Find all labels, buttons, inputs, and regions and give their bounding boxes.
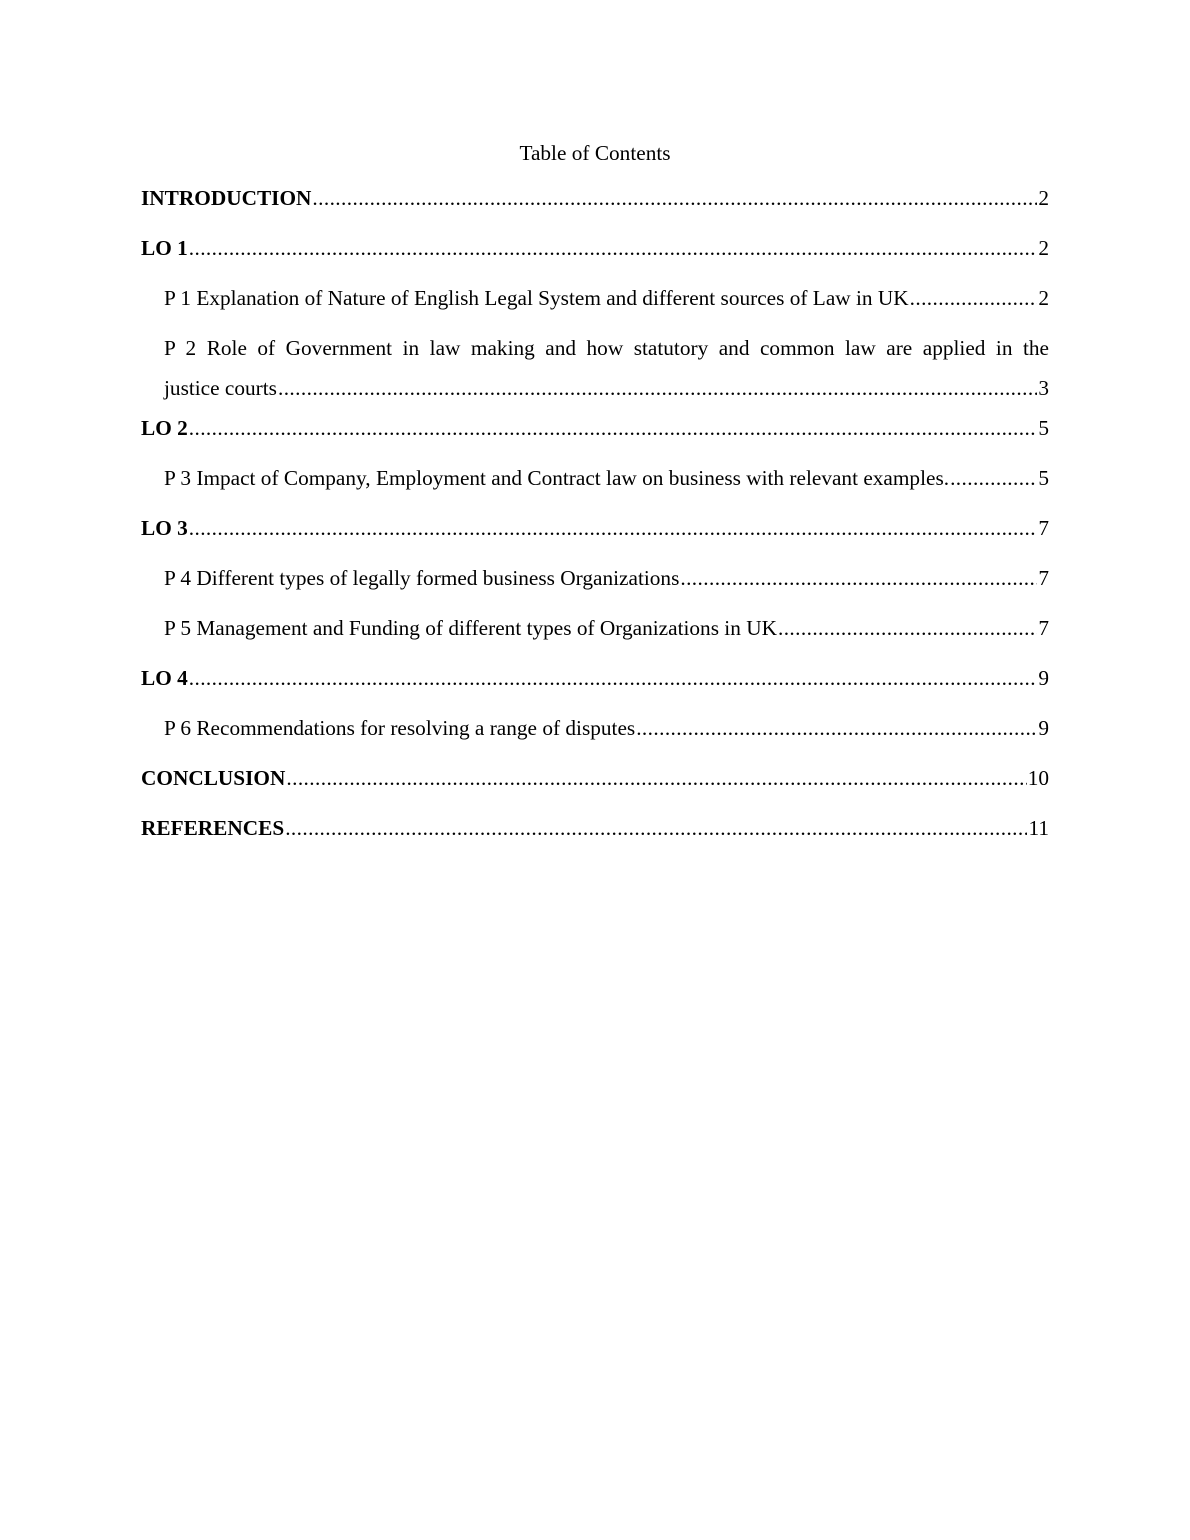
toc-entry-label: P 6 Recommendations for resolving a range of disputes xyxy=(164,716,636,740)
toc-entry-page: 11 xyxy=(1028,816,1049,840)
toc-entry-lo2[interactable] xyxy=(141,400,1049,450)
toc-title: Table of Contents xyxy=(519,141,671,165)
toc-entry-label: P 3 Impact of Company, Employment and Contract law on business with relevant examples. xyxy=(164,466,950,490)
toc-entry-label: CONCLUSION xyxy=(141,766,286,790)
toc-entry-p2[interactable] xyxy=(164,320,1049,400)
table-of-contents xyxy=(141,136,1049,850)
toc-entry-page: 7 xyxy=(1038,616,1049,640)
toc-entry-page: 2 xyxy=(1038,186,1049,210)
toc-entry-p1[interactable] xyxy=(164,270,1049,320)
dot-leader xyxy=(286,766,1026,792)
dot-leader xyxy=(189,516,1038,542)
toc-entry-lo1[interactable] xyxy=(141,220,1049,270)
toc-entry-label: LO 3 xyxy=(141,516,188,540)
dot-leader xyxy=(910,286,1038,312)
dot-leader xyxy=(189,236,1038,262)
toc-entry-line2 xyxy=(164,376,1049,400)
toc-entry-lo4[interactable] xyxy=(141,650,1049,700)
dot-leader xyxy=(189,666,1038,692)
dot-leader xyxy=(636,716,1037,742)
toc-entry-page: 3 xyxy=(1038,376,1049,400)
toc-entry-label-line2: justice courts xyxy=(164,376,277,400)
toc-entry-introduction[interactable] xyxy=(141,170,1049,220)
toc-entry-label: LO 1 xyxy=(141,236,188,260)
toc-entry-page: 9 xyxy=(1038,716,1049,740)
toc-entry-label: P 4 Different types of legally formed business Organizations xyxy=(164,566,680,590)
toc-entry-label: LO 2 xyxy=(141,416,188,440)
toc-entry-page: 9 xyxy=(1038,666,1049,690)
toc-entry-page: 2 xyxy=(1038,286,1049,310)
dot-leader xyxy=(285,816,1027,842)
toc-entry-p6[interactable] xyxy=(164,700,1049,750)
dot-leader xyxy=(278,376,1037,402)
toc-entry-page: 5 xyxy=(1038,466,1049,490)
toc-entry-page: 7 xyxy=(1038,566,1049,590)
toc-entry-label: P 1 Explanation of Nature of English Legal System and different sources of Law in UK xyxy=(164,286,909,310)
toc-entry-label: INTRODUCTION xyxy=(141,186,312,210)
toc-entry-page: 5 xyxy=(1038,416,1049,440)
toc-entry-label: REFERENCES xyxy=(141,816,285,840)
dot-leader xyxy=(950,466,1037,492)
toc-entry-page: 10 xyxy=(1027,766,1049,790)
toc-entry-p4[interactable] xyxy=(164,550,1049,600)
toc-entry-page: 2 xyxy=(1038,236,1049,260)
dot-leader xyxy=(778,616,1037,642)
dot-leader xyxy=(189,416,1038,442)
toc-entry-label: LO 4 xyxy=(141,666,188,690)
dot-leader xyxy=(312,186,1037,212)
toc-entry-label: P 5 Management and Funding of different types of Organizations in UK xyxy=(164,616,777,640)
toc-entry-p5[interactable] xyxy=(164,600,1049,650)
dot-leader xyxy=(680,566,1037,592)
toc-entry-label-line1: P 2 Role of Government in law making and how statutory and common law are applied in the xyxy=(164,336,1049,360)
toc-list xyxy=(141,170,1049,850)
toc-entry-page: 7 xyxy=(1038,516,1049,540)
toc-entry-conclusion[interactable] xyxy=(141,750,1049,800)
toc-entry-lo3[interactable] xyxy=(141,500,1049,550)
toc-entry-references[interactable] xyxy=(141,800,1049,850)
toc-entry-p3[interactable] xyxy=(164,450,1049,500)
